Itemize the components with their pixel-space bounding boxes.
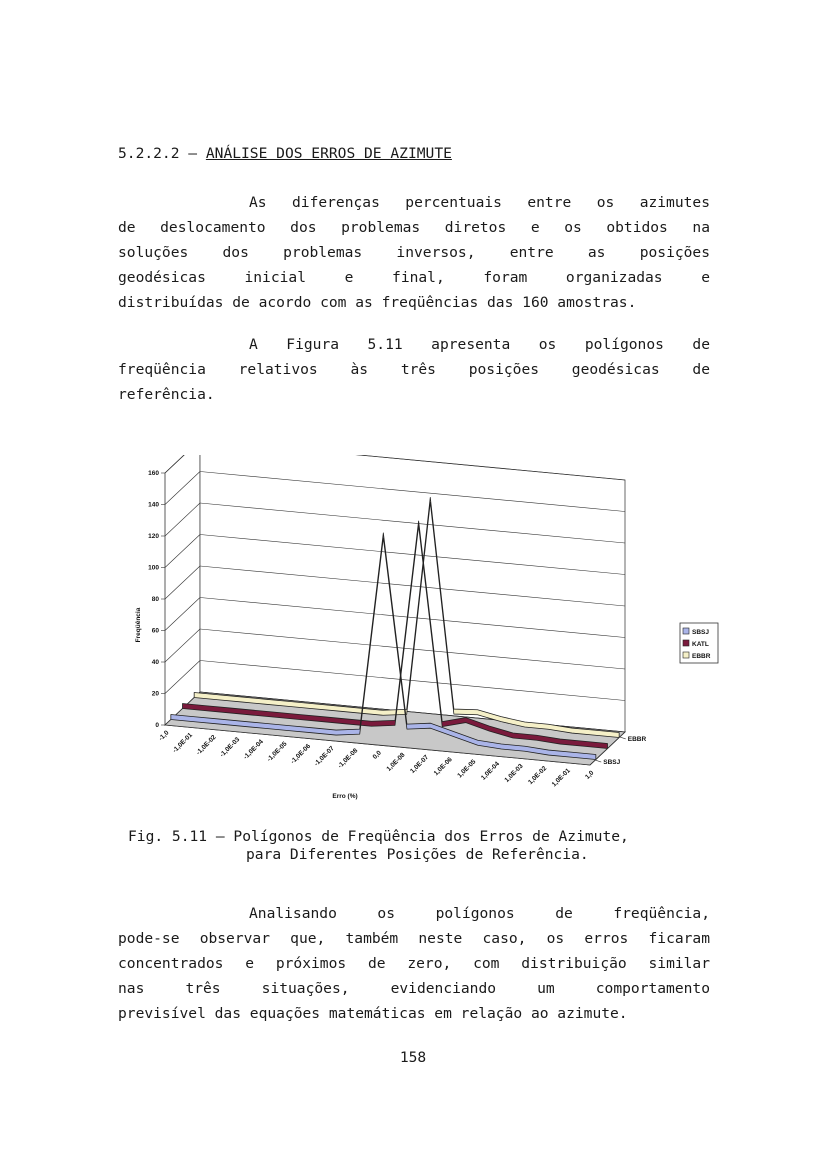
section-number: 5.2.2.2 –: [118, 145, 206, 162]
x-axis-label: Erro (%): [332, 793, 358, 800]
y-tick-label: 20: [151, 690, 159, 698]
depth-tick: [620, 737, 626, 739]
paragraph-line: concentrados e próximos de zero, com distribuição similar: [118, 955, 710, 972]
x-tick-label: -1,0E-04: [242, 738, 265, 761]
y-tick-label: 40: [151, 659, 159, 666]
paragraph-3: [118, 901, 710, 1026]
y-tick-labels: [148, 470, 159, 729]
legend-swatch: [683, 652, 689, 658]
paragraph-line: pode-se observar que, também neste caso, os erros ficaram: [118, 930, 710, 947]
x-tick-label: 1,0E-01: [550, 767, 572, 789]
x-tick-label: 1,0E-08: [385, 751, 407, 773]
x-tick-label: -1,0: [157, 729, 171, 743]
x-tick-label: 1,0E-04: [479, 760, 501, 782]
x-tick-label: 1,0: [584, 769, 596, 781]
x-tick-label: -1,0E-01: [171, 731, 195, 755]
paragraph-line: nas três situações, evidenciando um comportamento: [118, 980, 710, 997]
x-tick-label: 0,0: [371, 749, 383, 761]
paragraph-line: soluções dos problemas inversos, entre as posições: [118, 244, 710, 261]
depth-tick: [595, 760, 601, 762]
paragraph-line: Analisando os polígonos de freqüência,: [249, 905, 710, 922]
x-tick-label: 1,0E-05: [456, 758, 478, 780]
depth-label: SBSJ: [603, 759, 621, 767]
y-tick-label: 160: [148, 470, 159, 477]
paragraph-2: [118, 332, 710, 407]
caption-line-1: Fig. 5.11 – Polígonos de Freqüência dos Erros de Azimute,: [128, 828, 629, 845]
legend-entry: EBBR: [692, 653, 711, 660]
paragraph-line: distribuídas de acordo com as freqüências das 160 amostras.: [118, 294, 637, 311]
paragraph-line: As diferenças percentuais entre os azimutes: [249, 194, 710, 211]
figure-caption: [128, 828, 629, 864]
paragraph-line: A Figura 5.11 apresenta os polígonos de: [249, 336, 710, 353]
y-tick-label: 120: [148, 533, 159, 540]
frequency-polygon-chart: [120, 455, 730, 815]
paragraph-line: previsível das equações matemáticas em relação ao azimute.: [118, 1005, 628, 1022]
x-tick-label: -1,0E-05: [265, 740, 289, 764]
page-number: 158: [399, 1049, 427, 1066]
paragraph-line: freqüência relativos às três posições geodésicas de: [118, 361, 710, 378]
x-tick-label: -1,0E-06: [289, 742, 313, 766]
paragraph-line: geodésicas inicial e final, foram organizadas e: [118, 269, 710, 286]
paragraph-line: referência.: [118, 386, 215, 403]
x-tick-label: 1,0E-07: [409, 753, 431, 775]
chart-left-wall: [165, 455, 200, 725]
y-tick-label: 0: [155, 722, 159, 729]
x-tick-label: -1,0E-08: [336, 747, 360, 770]
legend-entry: KATL: [692, 641, 709, 648]
legend-swatch: [683, 628, 689, 634]
y-tick-label: 100: [148, 564, 159, 572]
section-title: ANÁLISE DOS ERROS DE AZIMUTE: [205, 145, 452, 162]
section-heading: [118, 141, 452, 166]
x-tick-label: -1,0E-07: [313, 745, 336, 768]
x-tick-label: -1,0E-02: [195, 733, 218, 757]
x-tick-label: 1,0E-03: [503, 762, 525, 784]
x-tick-label: -1,0E-03: [218, 736, 242, 759]
y-tick-label: 140: [148, 501, 159, 509]
depth-label: EBBR: [627, 735, 647, 743]
paragraph-1: [118, 190, 710, 315]
chart-back-wall: [200, 455, 625, 732]
legend-entry: SBSJ: [692, 629, 709, 636]
x-tick-label: 1,0E-02: [527, 765, 549, 787]
caption-line-2: para Diferentes Posições de Referência.: [246, 846, 589, 863]
x-tick-label: 1,0E-06: [432, 756, 454, 778]
y-axis-label: Freqüência: [135, 607, 142, 643]
paragraph-line: de deslocamento dos problemas diretos e os obtidos na: [118, 219, 710, 236]
legend-swatch: [683, 640, 689, 646]
y-tick-label: 80: [151, 596, 159, 603]
chart-legend: [680, 623, 718, 663]
y-tick-label: 60: [151, 627, 159, 635]
